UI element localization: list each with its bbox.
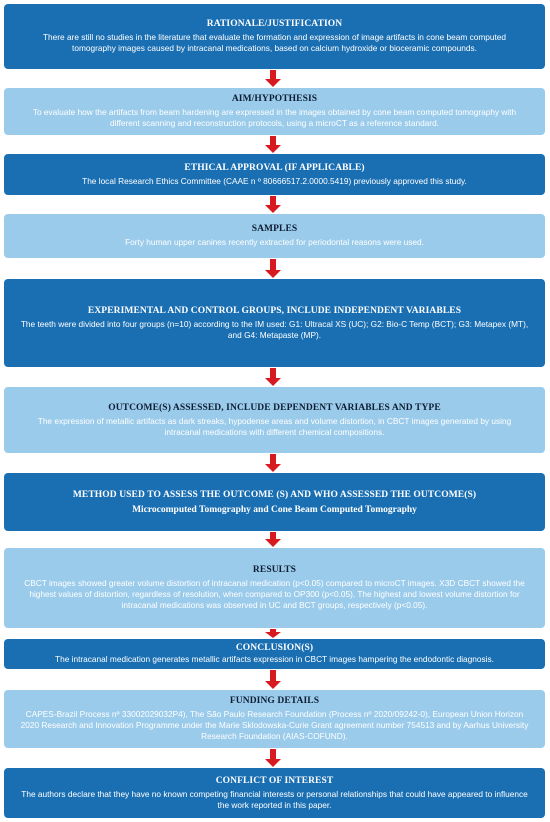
results-text: CBCT images showed greater volume distortion of intracanal medication (p<0.05) compared to microCT images. X3D CBCT showed the highest values of distortion, regardless of resolution, when compared to OP300 (p<0.05). The highest and lowest volume distortion for intracanal medications was observed in UC and BCT groups, respectively (p<0.05).: [24, 578, 525, 610]
arrow-4: [265, 259, 281, 278]
arrow-6: [265, 454, 281, 472]
conclusion-box: [4, 639, 545, 669]
groups-text: The teeth were divided into four groups (n=10) according to the IM used: G1: Ultracal XS (UC); G2: Bio-C Temp (BCT); G3: Metapex (MT), and G4: Metapaste (MP).: [20, 318, 529, 340]
outcomes-box: [4, 387, 545, 453]
method-subtitle: Microcomputed Tomography and Cone Beam Computed Tomography: [132, 504, 417, 515]
arrow-7: [265, 532, 281, 547]
samples-box: [4, 214, 545, 258]
arrow-2: [265, 136, 281, 153]
ethical-approval-text: The local Research Ethics Committee (CAAE n º 80666517.2.0000.5419) previously approved this study.: [82, 175, 467, 186]
arrow-3: [265, 196, 281, 213]
arrow-1: [265, 70, 281, 87]
rationale-box: [4, 4, 545, 69]
ethical-approval-title: ETHICAL APPROVAL (IF APPLICABLE): [184, 162, 365, 173]
groups-box: [4, 279, 545, 367]
rationale-text: There are still no studies in the literature that evaluate the formation and expression of image artifacts in cone beam computed tomography images caused by intracanal medications, based on calcium hydroxide or bioceramic compounds.: [42, 32, 507, 53]
samples-text: Forty human upper canines recently extracted for periodontal reasons were used.: [125, 237, 424, 247]
rationale-title: RATIONALE/JUSTIFICATION: [206, 19, 343, 29]
conflict-box: [4, 768, 545, 818]
aim-box: [4, 88, 545, 135]
arrow-8: [265, 629, 281, 638]
method-box: [4, 473, 545, 531]
aim-title: AIM/HYPOTHESIS: [231, 94, 318, 104]
results-box: [4, 548, 545, 628]
ethical-approval-box: [4, 154, 545, 195]
conflict-text: The authors declare that they have no known competing financial interests or personal relationships that could have appeared to influence the work reported in this paper.: [21, 788, 528, 810]
arrow-9: [265, 670, 281, 689]
arrow-5: [265, 368, 281, 386]
funding-text: CAPES-Brazil Process nº 33002029032P4), The São Paulo Research Foundation (Process nº 2020/09242-0), European Union Horizon 2020 Research and Innovation Programme under the Marie Sklodowska-Curie Grant agreement number 754513 and by Aarhus University Research Foundation (AIAS-COFUND).: [20, 709, 529, 741]
funding-title: FUNDING DETAILS: [229, 696, 320, 706]
arrow-10: [265, 749, 281, 767]
aim-text: To evaluate how the artifacts from beam hardening are expressed in the images obtained by cone beam computed tomography with different scanning and reconstruction protocols, using a microCT as a reference standard.: [32, 107, 517, 128]
conclusion-title: CONCLUSION(S): [235, 643, 314, 653]
conclusion-text: The intracanal medication generates metallic artifacts expression in CBCT images hampering the endodontic diagnosis.: [55, 654, 494, 664]
outcomes-text: The expression of metallic artifacts as dark streaks, hypodense areas and volume distortion, in CBCT images generated by using intracanal medications with different chemical compositions.: [37, 415, 512, 437]
funding-box: [4, 690, 545, 748]
conflict-title: CONFLICT OF INTEREST: [215, 775, 334, 786]
samples-title: SAMPLES: [251, 224, 298, 234]
outcomes-title: OUTCOME(S) ASSESSED, INCLUDE DEPENDENT VARIABLES AND TYPE: [108, 402, 441, 413]
groups-title: EXPERIMENTAL AND CONTROL GROUPS, INCLUDE INDEPENDENT VARIABLES: [87, 305, 462, 316]
method-title: METHOD USED TO ASSESS THE OUTCOME (S) AND WHO ASSESSED THE OUTCOME(S): [72, 489, 477, 500]
results-title: RESULTS: [252, 565, 297, 575]
